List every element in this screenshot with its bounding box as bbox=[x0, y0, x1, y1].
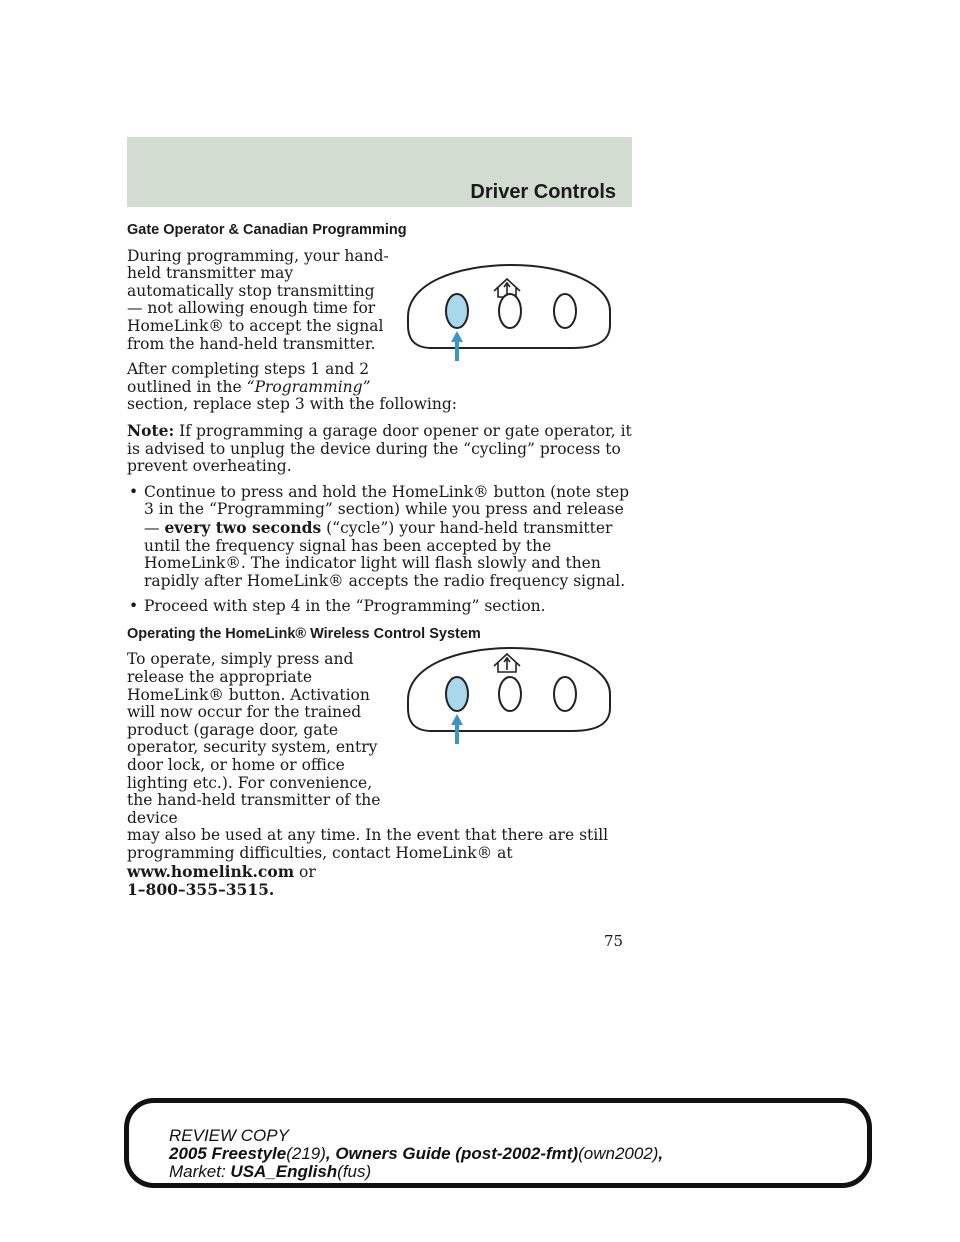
homelink-panel-figure-2 bbox=[402, 634, 614, 749]
homelink-panel-figure-1 bbox=[402, 251, 614, 366]
bullet-marker: • bbox=[129, 597, 139, 616]
paragraph-operate: To operate, simply press and release the appropriate HomeLink® button. Activation will now occur for the trained product (garage door, gate operator, security system, entry door lock, or home or office lighting etc.). For convenience, the hand-held transmitter of the device bbox=[127, 650, 381, 827]
paragraph-contact: may also be used at any time. In the event that there are still programming difficulties, contact HomeLink® at www.homelink.com or 1–800–355–3515. bbox=[127, 826, 609, 900]
homelink-button-1-highlighted bbox=[446, 294, 468, 328]
homelink-button-1-highlighted bbox=[446, 677, 468, 711]
footer-text bbox=[169, 1127, 663, 1181]
footer-model-line: 2005 Freestyle(219), Owners Guide (post-2002-fmt)(own2002), bbox=[169, 1144, 664, 1163]
bullet-continue-press: • Continue to press and hold the HomeLink® button (note step 3 in the “Programming” section) while you press and release — every two seconds (“cycle”) your hand-held transmitter until the frequency signal has been accepted by the HomeLink®. The indicator light will flash slowly and then rapidly after HomeLink® accepts the radio frequency signal. bbox=[129, 482, 630, 590]
note-label: Note: bbox=[127, 420, 175, 440]
page-number: 75 bbox=[604, 932, 624, 950]
footer-market-line: Market: USA_English(fus) bbox=[169, 1162, 372, 1181]
heading-gate-operator: Gate Operator & Canadian Programming bbox=[127, 222, 407, 238]
note-paragraph: Note: If programming a garage door opener or gate operator, it is advised to unplug the device during the “cycling” process to prevent overheating. bbox=[127, 420, 632, 476]
homelink-button-3 bbox=[554, 294, 576, 328]
bullet-proceed-step4: • Proceed with step 4 in the “Programming” section. bbox=[129, 597, 546, 616]
homelink-button-3 bbox=[554, 677, 576, 711]
header-band bbox=[127, 137, 632, 207]
heading-operating-homelink: Operating the HomeLink® Wireless Control System bbox=[127, 625, 481, 642]
section-title: Driver Controls bbox=[470, 181, 616, 203]
homelink-button-2 bbox=[499, 677, 521, 711]
review-copy-footer bbox=[124, 1098, 872, 1188]
homelink-button-2 bbox=[499, 294, 521, 328]
bullet-marker: • bbox=[129, 482, 139, 501]
homelink-url: www.homelink.com bbox=[127, 861, 295, 881]
paragraph-programming-intro: During programming, your hand-held transmitter may automatically stop transmitting — not allowing enough time for HomeLink® to accept the signal from the hand-held transmitter. bbox=[127, 246, 389, 353]
homelink-phone: 1–800–355–3515. bbox=[127, 880, 275, 900]
footer-review-copy: REVIEW COPY bbox=[169, 1126, 289, 1145]
paragraph-section-replace: section, replace step 3 with the following: bbox=[127, 395, 457, 414]
paragraph-after-steps: After completing steps 1 and 2 outlined in the “Programming” bbox=[127, 360, 371, 396]
